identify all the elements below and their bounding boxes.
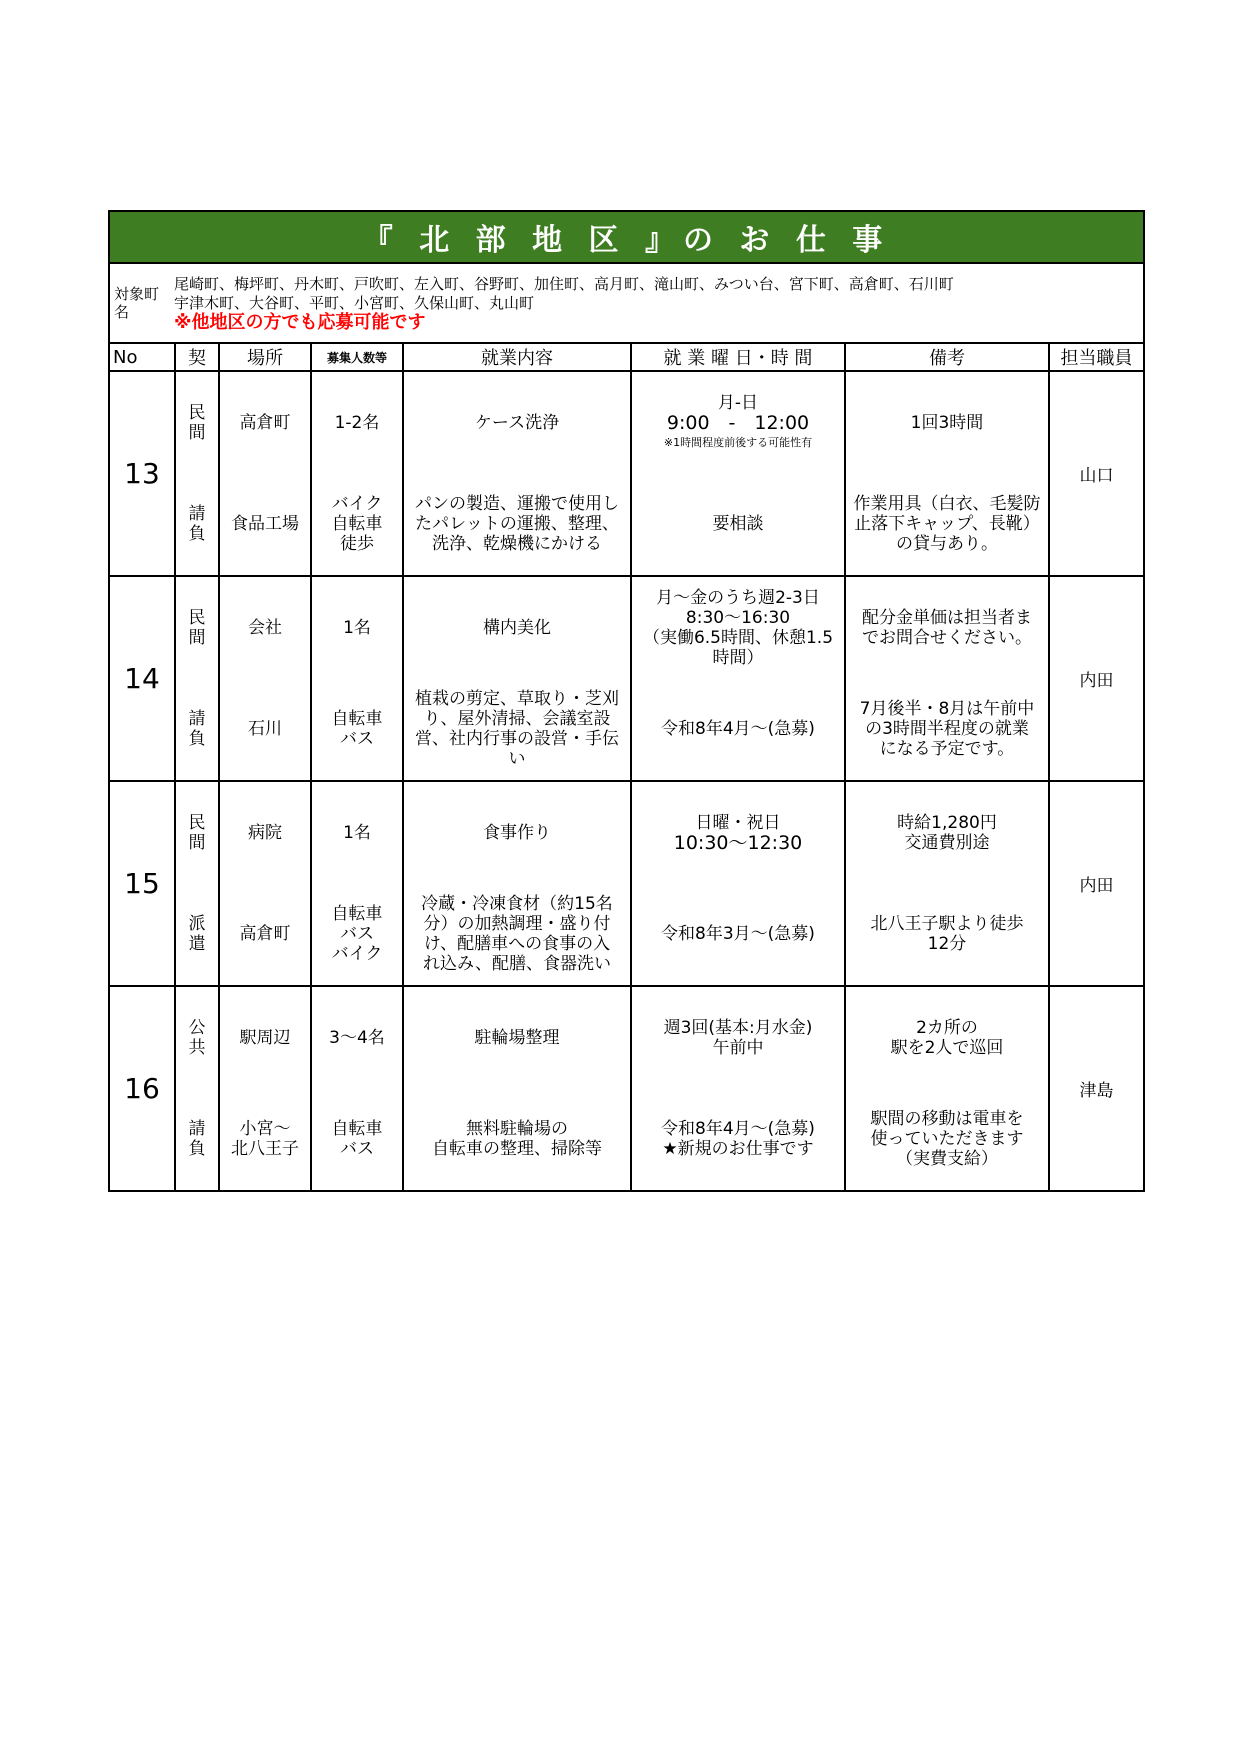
remarks-bottom: （実費支給） — [896, 1149, 998, 1170]
contract-bottom: 請 — [188, 709, 206, 730]
count-top: 1名 — [343, 822, 371, 843]
schedule-cell — [631, 986, 845, 1191]
table-row — [109, 371, 1144, 576]
contract-top: 公 — [188, 1017, 206, 1038]
job-bottom: 植栽の剪定、草取り・芝刈 — [415, 689, 619, 710]
job-bottom: 自転車の整理、掃除等 — [432, 1139, 602, 1160]
job-bottom: 冷蔵・冷凍食材（約15名 — [421, 894, 613, 915]
page-title: 『 北 部 地 区 』の お 仕 事 — [109, 211, 1144, 263]
job-top: 構内美化 — [483, 617, 551, 638]
staff-name: 津島 — [1049, 986, 1144, 1191]
schedule-cell — [631, 781, 845, 986]
col-schedule: 就 業 曜 日・時 間 — [631, 343, 845, 371]
place-top: 病院 — [248, 822, 282, 843]
contract-bottom: 請 — [188, 1119, 206, 1140]
count-top: 1-2名 — [334, 412, 380, 433]
remarks-bottom: 12分 — [927, 934, 967, 955]
table-row — [109, 576, 1144, 781]
schedule-top: （実働6.5時間、休憩1.5 — [642, 627, 834, 648]
remarks-top: でお問合せください。 — [862, 627, 1032, 648]
count-bottom: 自転車 — [331, 514, 383, 535]
schedule-bottom: 令和8年4月～(急募) — [661, 719, 815, 740]
contract-bottom: 負 — [188, 524, 206, 545]
remarks-top: 2カ所の — [916, 1017, 978, 1038]
col-place: 場所 — [219, 343, 311, 371]
contract-bottom: 遣 — [188, 934, 206, 955]
count-cell — [311, 576, 403, 781]
job-cell — [403, 576, 631, 781]
count-cell — [311, 986, 403, 1191]
contract-cell — [175, 371, 219, 576]
place-cell — [219, 576, 311, 781]
contract-top: 民 — [188, 607, 206, 628]
count-bottom: 自転車 — [331, 904, 383, 925]
job-bottom: 営、社内行事の設営・手伝 — [415, 729, 619, 750]
col-kei: 契 — [175, 343, 219, 371]
remarks-cell — [845, 371, 1049, 576]
remarks-top: 1回3時間 — [910, 412, 984, 433]
place-bottom: 高倉町 — [239, 924, 291, 945]
area-label: 対象町名 — [114, 285, 160, 321]
col-remarks: 備考 — [845, 343, 1049, 371]
schedule-cell — [631, 576, 845, 781]
remarks-cell — [845, 576, 1049, 781]
remarks-cell — [845, 781, 1049, 986]
staff-name: 山口 — [1049, 371, 1144, 576]
contract-top: 民 — [188, 812, 206, 833]
place-bottom: 食品工場 — [231, 514, 299, 535]
job-cell — [403, 781, 631, 986]
place-bottom: 北八王子 — [231, 1139, 299, 1160]
count-bottom: バイク — [331, 944, 383, 965]
schedule-bottom: 要相談 — [712, 514, 764, 535]
contract-top: 民 — [188, 402, 206, 423]
job-top: ケース洗浄 — [474, 412, 560, 433]
job-top: 駐輪場整理 — [474, 1027, 560, 1048]
contract-top: 間 — [188, 832, 206, 853]
contract-cell — [175, 781, 219, 986]
schedule-cell — [631, 371, 845, 576]
staff-name: 内田 — [1049, 781, 1144, 986]
count-bottom: バス — [340, 924, 374, 945]
count-top: 1名 — [343, 617, 371, 638]
schedule-top: 月-日 — [717, 392, 759, 413]
jobs-table — [108, 210, 1145, 1192]
job-number: 16 — [109, 986, 175, 1191]
job-bottom: パンの製造、運搬で使用し — [415, 494, 619, 515]
count-cell — [311, 371, 403, 576]
remarks-bottom: の貸与あり。 — [896, 534, 998, 555]
contract-bottom: 派 — [188, 914, 206, 935]
table-header — [109, 343, 1144, 371]
contract-top: 共 — [188, 1037, 206, 1058]
remarks-bottom: 7月後半・8月は午前中 — [859, 699, 1035, 720]
job-bottom: 分）の加熱調理・盛り付 — [423, 914, 611, 935]
area-note: ※他地区の方でも応募可能です — [174, 311, 426, 333]
count-bottom: 自転車 — [331, 1119, 383, 1140]
schedule-top: 8:30～16:30 — [685, 607, 791, 628]
job-number: 13 — [109, 371, 175, 576]
place-cell — [219, 986, 311, 1191]
remarks-bottom: になる予定です。 — [879, 739, 1015, 760]
schedule-bottom: 令和8年4月～(急募) — [661, 1119, 815, 1140]
remarks-bottom: 駅間の移動は電車を — [870, 1109, 1024, 1130]
job-number: 14 — [109, 576, 175, 781]
count-top: 3～4名 — [329, 1027, 385, 1048]
table-row — [109, 781, 1144, 986]
count-bottom: 徒歩 — [340, 534, 374, 555]
schedule-top: 9:00 - 12:00 — [666, 411, 810, 434]
job-bottom: け、配膳車への食事の入 — [423, 934, 611, 955]
contract-cell — [175, 986, 219, 1191]
contract-bottom: 請 — [188, 504, 206, 525]
schedule-top: 午前中 — [712, 1037, 764, 1058]
remarks-top: 交通費別途 — [904, 832, 990, 853]
count-bottom: バイク — [331, 494, 383, 515]
remarks-top: 時給1,280円 — [897, 812, 997, 833]
contract-top: 間 — [188, 422, 206, 443]
job-cell — [403, 986, 631, 1191]
towns-line-2: 宇津木町、大谷町、平町、小宮町、久保山町、丸山町 — [174, 293, 535, 312]
remarks-top: 配分金単価は担当者ま — [862, 607, 1032, 628]
col-count: 募集人数等 — [311, 343, 403, 371]
remarks-bottom: の3時間半程度の就業 — [865, 719, 1029, 740]
contract-top: 間 — [188, 627, 206, 648]
job-number: 15 — [109, 781, 175, 986]
towns-line-1: 尾崎町、梅坪町、丹木町、戸吹町、左入町、谷野町、加住町、高月町、滝山町、みつい台、宮下町、高倉町、石川町 — [174, 274, 954, 293]
remarks-bottom: 使っていただきます — [870, 1129, 1024, 1150]
col-no: No — [109, 343, 175, 371]
schedule-bottom: 令和8年3月～(急募) — [661, 924, 815, 945]
col-staff: 担当職員 — [1049, 343, 1144, 371]
place-cell — [219, 781, 311, 986]
job-bottom: たパレットの運搬、整理、 — [415, 514, 619, 535]
place-top: 会社 — [248, 617, 282, 638]
place-bottom: 小宮～ — [239, 1119, 291, 1140]
job-bottom: 洗浄、乾燥機にかける — [432, 534, 602, 555]
job-bottom: 無料駐輪場の — [466, 1119, 568, 1140]
count-bottom: バス — [340, 1139, 374, 1160]
place-cell — [219, 371, 311, 576]
count-cell — [311, 781, 403, 986]
col-job: 就業内容 — [403, 343, 631, 371]
schedule-top: 週3回(基本:月水金) — [663, 1017, 813, 1038]
job-bottom: り、屋外清掃、会議室設 — [423, 709, 611, 730]
remarks-cell — [845, 986, 1049, 1191]
schedule-top: 時間） — [712, 647, 764, 668]
table-row — [109, 986, 1144, 1191]
job-cell — [403, 371, 631, 576]
count-bottom: 自転車 — [331, 709, 383, 730]
remarks-bottom: 止落下キャップ、長靴） — [854, 514, 1040, 535]
job-bottom: れ込み、配膳、食器洗い — [422, 954, 612, 975]
job-bottom: い — [508, 749, 526, 770]
schedule-top: 10:30～12:30 — [673, 831, 803, 854]
count-bottom: バス — [340, 729, 374, 750]
job-top: 食事作り — [483, 822, 551, 843]
remarks-bottom: 北八王子駅より徒歩 — [870, 914, 1024, 935]
schedule-bottom: ★新規のお仕事です — [662, 1139, 814, 1160]
contract-bottom: 負 — [188, 1139, 206, 1160]
place-top: 駅周辺 — [239, 1027, 291, 1048]
contract-bottom: 負 — [188, 729, 206, 750]
schedule-note: ※1時間程度前後する可能性有 — [663, 435, 813, 449]
place-top: 高倉町 — [239, 412, 291, 433]
staff-name: 内田 — [1049, 576, 1144, 781]
schedule-top: 月～金のうち週2-3日 — [656, 587, 820, 608]
contract-cell — [175, 576, 219, 781]
remarks-top: 駅を2人で巡回 — [890, 1037, 1004, 1058]
place-bottom: 石川 — [248, 719, 282, 740]
schedule-top: 日曜・祝日 — [695, 812, 781, 833]
area-towns — [170, 275, 954, 332]
remarks-bottom: 作業用具（白衣、毛髪防 — [853, 494, 1041, 515]
